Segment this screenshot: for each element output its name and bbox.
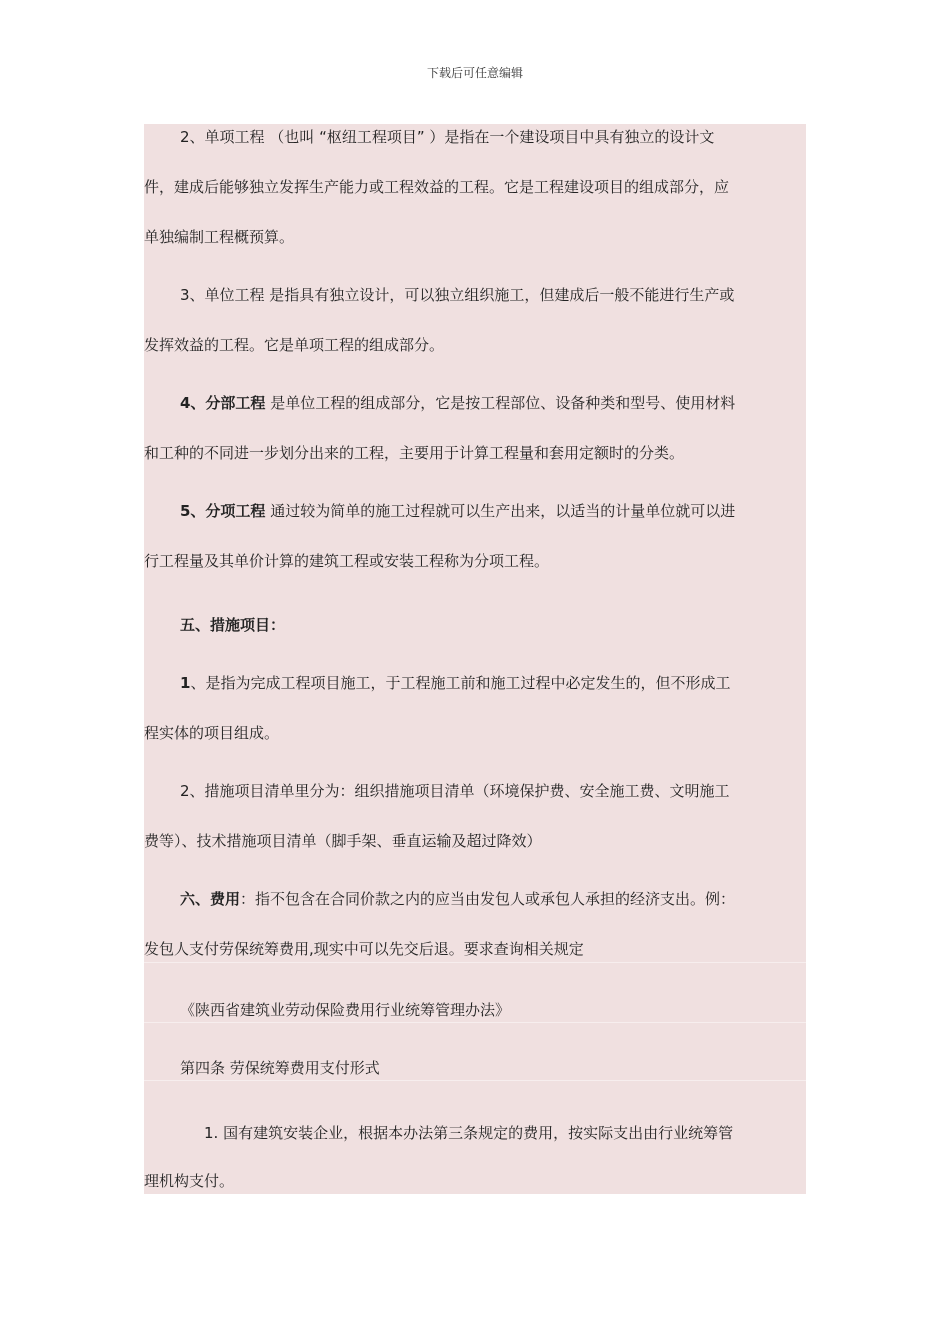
paragraph-line: 1. 国有建筑安装企业，根据本办法第三条规定的费用，按实际支出由行业统筹管 xyxy=(204,1124,734,1142)
paragraph-line: 发挥效益的工程。它是单项工程的组成部分。 xyxy=(144,336,445,354)
paragraph-text: 、是指为完成工程项目施工，于工程施工前和施工过程中必定发生的，但不形成工 xyxy=(190,674,731,692)
paragraph-line: 单独编制工程概预算。 xyxy=(144,228,295,246)
divider xyxy=(144,962,806,963)
paragraph-text: 通过较为简单的施工过程就可以生产出来，以适当的计量单位就可以进 xyxy=(265,502,736,520)
divider xyxy=(144,1022,806,1023)
paragraph-line xyxy=(180,672,730,694)
article-heading: 第四条 劳保统筹费用支付形式 xyxy=(180,1059,380,1077)
paragraph-line xyxy=(180,888,735,910)
paragraph-line: 2、措施项目清单里分为：组织措施项目清单（环境保护费、安全施工费、文明施工 xyxy=(180,782,730,800)
paragraph-line: 程实体的项目组成。 xyxy=(144,724,280,742)
paragraph-line: 行工程量及其单价计算的建筑工程或安装工程称为分项工程。 xyxy=(144,552,550,570)
paragraph-line: 和工种的不同进一步划分出来的工程，主要用于计算工程量和套用定额时的分类。 xyxy=(144,444,685,462)
paragraph-text: ：指不包含在合同价款之内的应当由发包人或承包人承担的经济支出。例： xyxy=(240,890,736,908)
law-title: 《陕西省建筑业劳动保险费用行业统筹管理办法》 xyxy=(180,1001,511,1019)
paragraph-line: 发包人支付劳保统筹费用,现实中可以先交后退。要求查询相关规定 xyxy=(144,940,584,958)
document-body xyxy=(144,124,806,1194)
section-heading: 五、措施项目： xyxy=(180,616,286,634)
divider xyxy=(144,1080,806,1081)
term-bold: 1 xyxy=(180,674,191,692)
paragraph-line: 2、单项工程 （也叫 “枢纽工程项目” ）是指在一个建设项目中具有独立的设计文 xyxy=(180,128,715,146)
term-bold: 4、分部工程 xyxy=(180,394,266,412)
paragraph-text: 是单位工程的组成部分，它是按工程部位、设备种类和型号、使用材料 xyxy=(265,394,736,412)
paragraph-line: 3、单位工程 是指具有独立设计，可以独立组织施工，但建成后一般不能进行生产或 xyxy=(180,286,735,304)
term-bold: 六、费用 xyxy=(180,890,241,908)
page-header: 下载后可任意编辑 xyxy=(426,66,523,80)
paragraph-line: 理机构支付。 xyxy=(144,1172,235,1190)
paragraph-line: 费等）、技术措施项目清单（脚手架、垂直运输及超过降效） xyxy=(144,832,542,850)
paragraph-line xyxy=(180,392,735,414)
paragraph-line xyxy=(180,500,735,522)
term-bold: 5、分项工程 xyxy=(180,502,266,520)
paragraph-line: 件，建成后能够独立发挥生产能力或工程效益的工程。它是工程建设项目的组成部分，应 xyxy=(144,178,730,196)
